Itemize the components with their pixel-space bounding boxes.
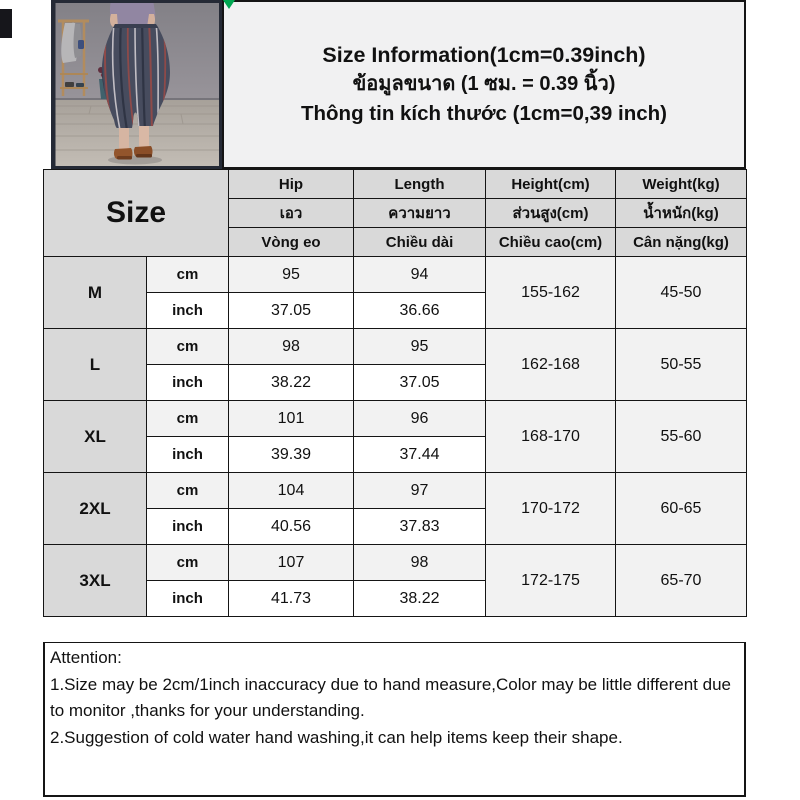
- clothes-rack: [58, 21, 89, 96]
- size-label-m: M: [44, 257, 147, 329]
- size-label-3xl: 3XL: [44, 545, 147, 617]
- col-header-weight-vi: Cân nặng(kg): [616, 228, 747, 257]
- size-label-xl: XL: [44, 401, 147, 473]
- col-header-length-th: ความยาว: [354, 199, 486, 228]
- col-header-hip-vi: Vòng eo: [229, 228, 354, 257]
- table-row: [44, 473, 747, 509]
- weight-xl: 55-60: [616, 401, 747, 473]
- height-m: 155-162: [486, 257, 616, 329]
- hip-inch-m: 37.05: [229, 293, 354, 329]
- size-label-2xl: 2XL: [44, 473, 147, 545]
- length-inch-2xl: 37.83: [354, 509, 486, 545]
- unit-cm: cm: [147, 329, 229, 365]
- hip-cm-3xl: 107: [229, 545, 354, 581]
- attention-line-1: 1.Size may be 2cm/1inch inaccuracy due to hand measure,Color may be little different due to monitor ,thanks for your understanding.: [50, 674, 731, 720]
- weight-l: 50-55: [616, 329, 747, 401]
- height-l: 162-168: [486, 329, 616, 401]
- col-header-hip-th: เอว: [229, 199, 354, 228]
- height-3xl: 172-175: [486, 545, 616, 617]
- height-2xl: 170-172: [486, 473, 616, 545]
- table-row: [44, 257, 747, 293]
- col-header-length-vi: Chiều dài: [354, 228, 486, 257]
- length-inch-3xl: 38.22: [354, 581, 486, 617]
- unit-inch: inch: [147, 581, 229, 617]
- height-xl: 168-170: [486, 401, 616, 473]
- unit-inch: inch: [147, 293, 229, 329]
- black-edge-fragment: [0, 9, 12, 38]
- hip-inch-l: 38.22: [229, 365, 354, 401]
- title-box: [222, 0, 746, 169]
- weight-2xl: 60-65: [616, 473, 747, 545]
- col-header-hip-en: Hip: [229, 170, 354, 199]
- unit-cm: cm: [147, 473, 229, 509]
- hip-cm-xl: 101: [229, 401, 354, 437]
- attention-heading: Attention:: [50, 648, 122, 667]
- size-table: [43, 169, 747, 617]
- col-header-weight-en: Weight(kg): [616, 170, 747, 199]
- col-header-height-th: ส่วนสูง(cm): [486, 199, 616, 228]
- product-photo-illustration: [51, 0, 222, 169]
- unit-cm: cm: [147, 401, 229, 437]
- length-inch-l: 37.05: [354, 365, 486, 401]
- hip-inch-xl: 39.39: [229, 437, 354, 473]
- hip-inch-2xl: 40.56: [229, 509, 354, 545]
- title-english: Size Information(1cm=0.39inch): [322, 43, 646, 67]
- size-label-l: L: [44, 329, 147, 401]
- length-inch-xl: 37.44: [354, 437, 486, 473]
- col-header-height-en: Height(cm): [486, 170, 616, 199]
- unit-inch: inch: [147, 509, 229, 545]
- hip-cm-2xl: 104: [229, 473, 354, 509]
- col-header-length-en: Length: [354, 170, 486, 199]
- col-header-weight-th: น้ำหนัก(kg): [616, 199, 747, 228]
- length-cm-m: 94: [354, 257, 486, 293]
- product-photo: [51, 0, 222, 169]
- length-cm-2xl: 97: [354, 473, 486, 509]
- length-cm-l: 95: [354, 329, 486, 365]
- table-row: [44, 329, 747, 365]
- length-inch-m: 36.66: [354, 293, 486, 329]
- col-header-height-vi: Chiều cao(cm): [486, 228, 616, 257]
- attention-box: [43, 642, 746, 797]
- length-cm-3xl: 98: [354, 545, 486, 581]
- table-row: [44, 545, 747, 581]
- attention-line-2: 2.Suggestion of cold water hand washing,it can help items keep their shape.: [50, 727, 623, 747]
- title-vietnamese: Thông tin kích thước (1cm=0,39 inch): [300, 102, 668, 125]
- title-thai: ข้อมูลขนาด (1 ซม. = 0.39 นิ้ว): [352, 73, 616, 95]
- hip-cm-l: 98: [229, 329, 354, 365]
- table-row: [44, 401, 747, 437]
- header-row-en: [44, 170, 747, 199]
- length-cm-xl: 96: [354, 401, 486, 437]
- unit-cm: cm: [147, 257, 229, 293]
- unit-inch: inch: [147, 365, 229, 401]
- hip-cm-m: 95: [229, 257, 354, 293]
- unit-cm: cm: [147, 545, 229, 581]
- hip-inch-3xl: 41.73: [229, 581, 354, 617]
- weight-m: 45-50: [616, 257, 747, 329]
- unit-inch: inch: [147, 437, 229, 473]
- size-header-cell: Size: [44, 170, 229, 257]
- weight-3xl: 65-70: [616, 545, 747, 617]
